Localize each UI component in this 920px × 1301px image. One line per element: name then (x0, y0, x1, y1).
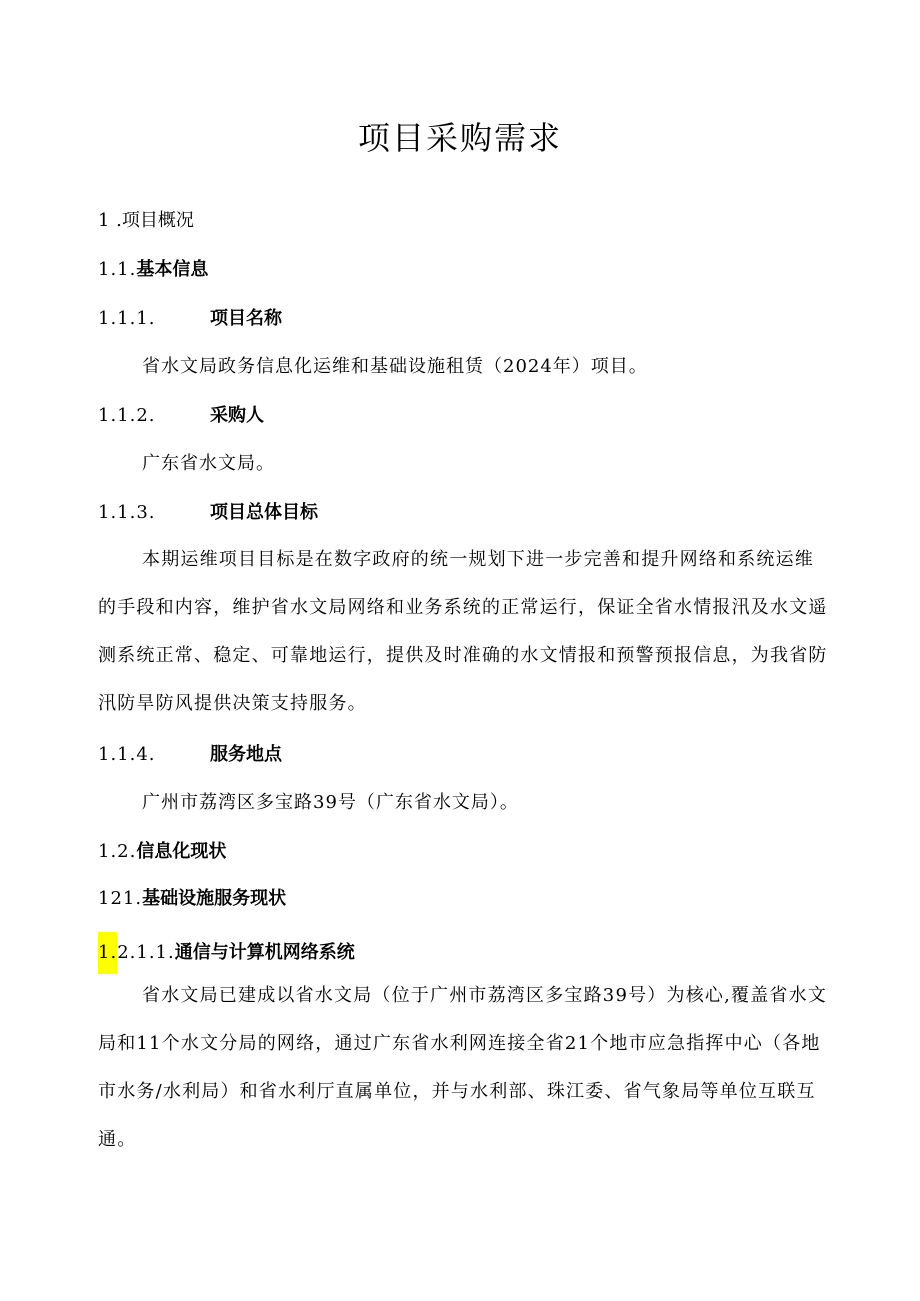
heading-1-2-1-1-number: 2.1.1. (117, 942, 175, 963)
heading-1-1-2 (98, 403, 264, 429)
heading-1-label: .项目概况 (110, 210, 194, 231)
project-name-text: 省水文局政务信息化运维和基础设施租赁（2024年）项目。 (142, 356, 648, 377)
heading-1-2-1-label: 基础设施服务现状 (142, 888, 287, 909)
heading-1-1-4-number: 1.1.4. (98, 744, 156, 765)
purchaser-text: 广东省水文局。 (142, 453, 275, 474)
heading-1-2-number: 1.2. (98, 841, 137, 862)
heading-1-1-label: 基本信息 (136, 259, 209, 280)
heading-1-2-1-number: 121. (98, 888, 143, 909)
heading-1-1 (98, 257, 208, 283)
heading-1-1-2-number: 1.1.2. (98, 405, 156, 426)
heading-1-1-1 (98, 306, 282, 332)
heading-1-1-2-label: 采购人 (210, 405, 264, 426)
heading-1-1-3-label: 项目总体目标 (210, 502, 318, 523)
heading-1-1-1-label: 项目名称 (210, 308, 282, 329)
heading-1-1-3 (98, 500, 318, 526)
project-goal-paragraph: 本期运维项目目标是在数字政府的统一规划下进一步完善和提升网络和系统运维的手段和内容，维护省水文局网络和业务系统的正常运行，保证全省水情报汛及水文遥测系统正常、稳定、可靠地运行，提供及时准确的水文情报和预警预报信息，为我省防汛防旱防风提供决策支持服务。 (98, 549, 828, 714)
heading-1 (98, 208, 194, 234)
heading-1-2-1-1-label: 通信与计算机网络系统 (174, 942, 355, 963)
highlighted-number-fragment: 1. (98, 932, 117, 974)
heading-1-1-1-number: 1.1.1. (98, 308, 156, 329)
service-location-text: 广州市荔湾区多宝路39号（广东省水文局）。 (142, 792, 519, 813)
heading-1-2-1 (98, 886, 286, 912)
heading-1-1-4-label: 服务地点 (210, 744, 282, 765)
heading-1-2 (98, 839, 226, 865)
document-title: 项目采购需求 (357, 119, 562, 157)
heading-1-1-4 (98, 742, 282, 768)
network-system-paragraph: 省水文局已建成以省水文局（位于广州市荔湾区多宝路39号）为核心,覆盖省水文局和11个水文分局的网络，通过广东省水利网连接全省21个地市应急指挥中心（各地市水务/水利局）和省水利厅直属单位，并与水利部、珠江委、省气象局等单位互联互通。 (98, 985, 828, 1150)
heading-1-1-number: 1.1. (98, 259, 137, 280)
heading-1-2-label: 信息化现状 (136, 841, 227, 862)
heading-1-number: 1 (98, 210, 111, 231)
heading-1-1-3-number: 1.1.3. (98, 502, 156, 523)
heading-1-2-1-1 (98, 932, 355, 974)
